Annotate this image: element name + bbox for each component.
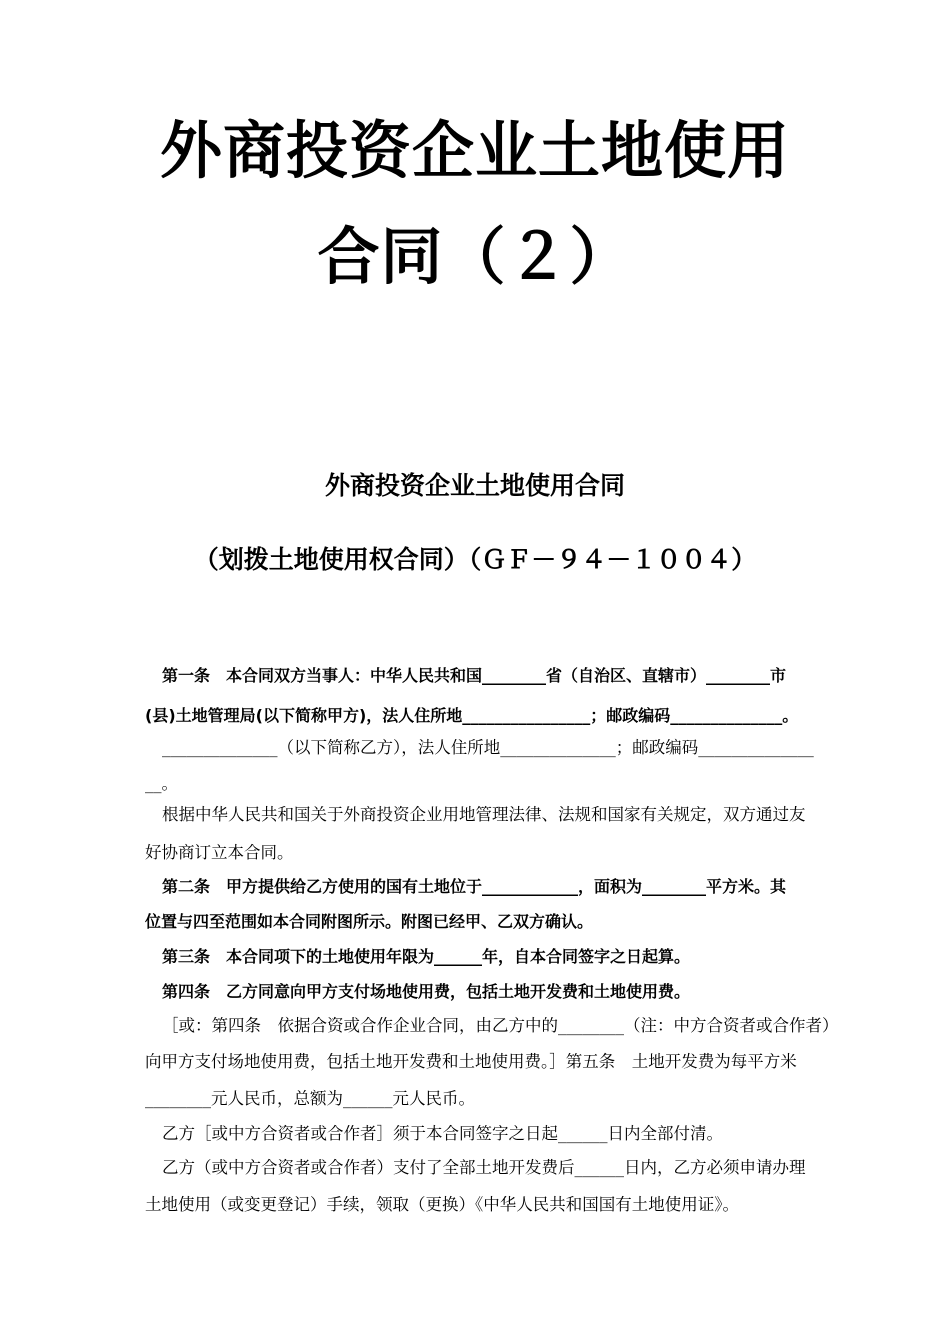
article-1-line-1: 第一条 本合同双方当事人：中华人民共和国________省（自治区、直辖市）________市 <box>162 666 787 685</box>
contract-subtitle: 外商投资企业土地使用合同 <box>324 471 625 500</box>
registration-line-1: 乙方（或中方合资者或合作者）支付了全部土地开发费后______日内，乙方必须申请办理 <box>162 1158 806 1177</box>
document-title-line1: 外商投资企业土地使用 <box>159 114 790 187</box>
document-title-line2: 合同（２） <box>317 220 633 293</box>
article-2-line-2: 位置与四至范围如本合同附图所示。附图已经甲、乙双方确认。 <box>145 912 594 931</box>
party-b-line-1: ______________（以下简称乙方），法人住所地______________；邮政编码______________ <box>162 738 814 757</box>
payment-deadline: 乙方［或中方合资者或合作者］须于本合同签字之日起______日内全部付清。 <box>162 1124 723 1143</box>
preamble-line-2: 好协商订立本合同。 <box>145 843 294 862</box>
contract-type-code: （划拨土地使用权合同）（ＧＦ－９４－１００４） <box>193 545 757 574</box>
preamble-line-1: 根据中华人民共和国关于外商投资企业用地管理法律、法规和国家有关规定，双方通过友 <box>162 805 806 824</box>
article-4-alt-line-2: 向甲方支付场地使用费，包括土地开发费和土地使用费。］第五条 土地开发费为每平方米 <box>145 1052 797 1071</box>
article-4-alt-line-1: ［或：第四条 依据合资或合作企业合同，由乙方中的________（注：中方合资者或合作者） <box>162 1016 839 1035</box>
article-4: 第四条 乙方同意向甲方支付场地使用费，包括土地开发费和土地使用费。 <box>162 982 691 1001</box>
article-2-line-1: 第二条 甲方提供给乙方使用的国有土地位于____________，面积为________平方米。其 <box>162 877 787 896</box>
registration-line-2: 土地使用（或变更登记）手续，领取（更换）《中华人民共和国国有土地使用证》。 <box>145 1195 739 1214</box>
article-1-line-2: (县)土地管理局(以下简称甲方)，法人住所地________________；邮政编码______________。 <box>145 706 799 725</box>
article-3: 第三条 本合同项下的土地使用年限为______年，自本合同签字之日起算。 <box>162 947 691 966</box>
article-5-amount: ________元人民币，总额为______元人民币。 <box>145 1089 475 1108</box>
party-b-line-2: __。 <box>145 774 178 793</box>
